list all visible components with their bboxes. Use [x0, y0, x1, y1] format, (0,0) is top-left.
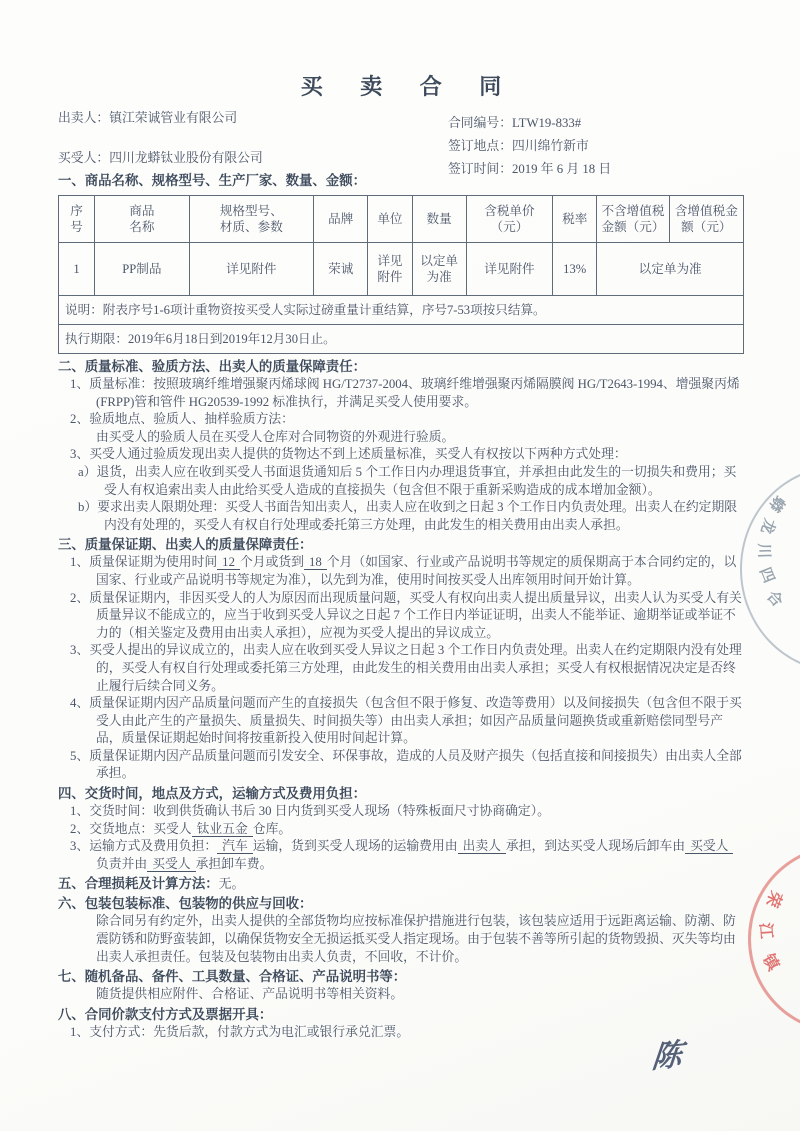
section6-body: 除合同另有约定外，出卖人提供的全部货物均应按标准保护措施进行包装，该包装应适用于远距离运输、防潮、防震防锈和防野蛮装卸，以确保货物安全无损运抵买受人指定现场。由于包装不善等所引起的货物毁损、灭失等均由出卖人承担责任。包装及包装物由出卖人负责，不回收，不计价。 [96, 914, 736, 964]
goods-table-header-row [59, 196, 744, 243]
contract-header [58, 108, 744, 176]
buyer-contract-seal [740, 466, 800, 672]
section5 [58, 875, 744, 893]
section8-heading: 八、合同价款支付方式及票据开具： [58, 1006, 273, 1022]
col-name: 商品名称 [95, 196, 189, 243]
transport-mode: 汽车 [217, 839, 253, 854]
section6 [58, 895, 744, 966]
col-taxrate: 税率 [553, 196, 597, 243]
section3-heading: 三、质量保证期、出卖人的质量保障责任： [58, 537, 313, 553]
clause-3-5: 5、质量保证期内因产品质量问题而引发安全、环保事故，造成的人员及财产损失（包括直接和间接损失）由出卖人全部承担。 [70, 748, 742, 781]
sign-place-line [448, 135, 744, 158]
clause-3-2: 2、质量保证期内，非因买受人的人为原因而出现质量问题，买受人有权向出卖人提出质量异议，出卖人认为买受人有关质量异议不能成立的，应当于收到买受人异议之日起 7 个工作日内举证证明，出卖人不能举证、逾期举证或举证不力的（相关鉴定及费用由出卖人承担），应视为买受人提出的异议成立。 [70, 590, 742, 640]
goods-table [58, 195, 744, 354]
cell-brand: 荣诚 [314, 243, 368, 296]
sign-date-line [448, 158, 744, 181]
clause-4-2: 2、交货地点：买受人 钛业五金 仓库。 [70, 821, 292, 836]
seal-char: 合 [763, 588, 786, 611]
clause-8-1: 1、支付方式：先货后款，付款方式为电汇或银行承兑汇票。 [70, 1024, 410, 1039]
section4 [58, 785, 744, 873]
contract-meta [448, 112, 744, 181]
col-amount-extax: 不含增值税金额（元） [597, 196, 669, 243]
table-period-row [59, 325, 744, 354]
clause-3-4: 4、质量保证期内因产品质量问题而产生的直接损失（包含但不限于修复、改造等费用）以及间接损失（包含但不限于买受人由此产生的产量损失、质量损失、时间损失等）由出卖人承担；如因产品质量问题换货或重新赔偿同型号产品，质量保证期起始时间将按重新投入使用时间起计算。 [70, 696, 742, 746]
clause-4-3: 3、运输方式及费用负担： 汽车 运输，货到买受人现场的运输费用由 出卖人 承担，到达买受人现场后卸车由 买受人负责并由 买受人 承担卸车费。 [70, 838, 744, 873]
col-seq: 序号 [59, 196, 95, 243]
contract-number: LTW19-833# [511, 116, 582, 130]
delivery-warehouse: 钛业五金 [192, 822, 253, 837]
sign-date: 2019 年 6 月 18 日 [511, 162, 612, 176]
col-qty: 数量 [412, 196, 466, 243]
page-title: 买 卖 合 同 [300, 74, 518, 99]
seller-label: 出卖人： [58, 111, 110, 125]
seal-char: 江 [756, 922, 775, 940]
seal-char: 蟒 [765, 492, 788, 515]
cell-taxrate: 13% [553, 243, 597, 296]
table-note: 说明：附表序号1-6项计重物资按买受人实际过磅重量计重结算，序号7-53项按只结算。 [59, 296, 744, 325]
seller-company-seal [748, 845, 800, 1033]
section5-value: 无。 [218, 877, 245, 892]
clause-2-2: 2、验质地点、验质人、抽样验质方法： [70, 412, 294, 427]
cell-amount: 以定单为准 [597, 243, 744, 296]
contract-number-label: 合同编号： [448, 116, 512, 130]
contract-number-line [448, 112, 744, 135]
buyer-name: 四川龙蟒钛业股份有限公司 [109, 151, 263, 165]
col-amount-inctax: 含增值税金额（元） [669, 196, 743, 243]
warranty-months-use: 12 [217, 555, 240, 570]
sign-place: 四川绵竹新市 [511, 139, 589, 153]
col-unit: 单位 [368, 196, 412, 243]
seal-char: 龙 [757, 516, 778, 536]
cell-unit: 详见附件 [368, 243, 412, 296]
seal-char: 川 [755, 542, 772, 559]
section8 [58, 1006, 744, 1042]
table-row [59, 243, 744, 296]
sign-date-label: 签订时间： [448, 162, 512, 176]
section2-heading: 二、质量标准、验质方法、出卖人的质量保障责任： [58, 359, 366, 374]
clause-2-3b: b）要求出卖人限期处理：买受人书面告知出卖人，出卖人应在收到之日起 3 个工作日内负责处理。出卖人在约定期限内没有处理的，买受人有权自行处理或委托第三方处理，由此发生的相关费用由出卖人承担。 [78, 500, 738, 532]
execution-period: 执行期限：2019年6月18日到2019年12月30日止。 [59, 325, 744, 354]
warranty-months-delivery: 18 [304, 555, 327, 570]
clause-2-1: 1、质量标准：按照玻璃纤维增强聚丙烯球阀 HG/T2737-2004、玻璃纤维增强聚丙烯隔膜阀 HG/T2643-1994、增强聚丙烯(FRPP)管和管件 HG20539-1992 标准执行，并满足买受人使用要求。 [70, 377, 740, 409]
cell-seq: 1 [59, 243, 95, 296]
section1-heading: 一、商品名称、规格型号、生产厂家、数量、金额： [58, 173, 366, 188]
cell-spec: 详见附件 [189, 243, 314, 296]
section5-heading: 五、合理损耗及计算方法：无。 [58, 876, 245, 892]
cell-name: PP制品 [95, 243, 189, 296]
clause-2-3a: a）退货，出卖人应在收到买受人书面退货通知后 5 个工作日内办理退货事宜，并承担由此发生的一切损失和费用；买受人有权追索出卖人由此给买受人造成的直接损失（包含但不限于重新采购造成的成本增加金额）。 [78, 464, 737, 497]
unload-fee-payer: 买受人 [147, 857, 195, 872]
seal-char: 四 [756, 565, 777, 586]
seal-char: 荣 [762, 888, 785, 910]
section7-body: 随货提供相应附件、合格证、产品说明书等相关资料。 [96, 987, 404, 1002]
col-spec: 规格型号、材质、参数 [189, 196, 314, 243]
sign-place-label: 签订地点： [448, 139, 512, 153]
table-note-row [59, 296, 744, 325]
col-brand: 品牌 [314, 196, 368, 243]
clause-3-3: 3、买受人提出的异议成立的，出卖人应在收到买受人异议之日起 3 个工作日内负责处理。出卖人在约定期限内没有处理的，买受人有权自行处理或委托第三方处理，由此发生的相关费用由出卖人承担；买受人有权根据情况决定是否终止履行后续合同义务。 [70, 643, 742, 693]
clause-4-1: 1、交货时间：收到供货确认书后 30 日内货到买受人现场（特殊板面尺寸协商确定）。 [70, 804, 550, 819]
cell-price: 详见附件 [466, 243, 552, 296]
col-price: 含税单价（元） [466, 196, 552, 243]
seal-char: 镇 [758, 951, 782, 974]
unload-party: 买受人 [685, 839, 733, 854]
section7-heading: 七、随机备品、备件、工具数量、合格证、产品说明书等： [58, 969, 407, 985]
cell-qty: 以定单为准 [412, 243, 466, 296]
clause-3-1: 1、质量保证期为使用时间 12 个月或货到 18 个月（如国家、行业或产品说明书等规定的质保期高于本合同约定的，以国家、行业或产品说明书等规定为准），以先到为准，使用时间按买受人出库领用时间开始计算。 [70, 555, 737, 587]
clause-2-2-cont: 由买受人的验质人员在买受人仓库对合同物资的外观进行验质。 [96, 429, 455, 444]
seller-name: 镇江荣诚管业有限公司 [109, 111, 238, 125]
handwritten-signature: 陈 [650, 1038, 684, 1075]
section3 [58, 536, 744, 783]
section4-heading: 四、交货时间，地点及方式，运输方式及费用负担： [58, 786, 366, 802]
clause-2-3: 3、买受人通过验质发现出卖人提供的货物达不到上述质量标准，买受人有权按以下两种方式处理： [70, 447, 627, 462]
freight-payer: 出卖人 [458, 839, 506, 854]
buyer-label: 买受人： [58, 151, 110, 165]
section7 [58, 968, 744, 1004]
section2 [58, 358, 744, 534]
section6-heading: 六、包装包装标准、包装物的供应与回收： [58, 896, 313, 912]
